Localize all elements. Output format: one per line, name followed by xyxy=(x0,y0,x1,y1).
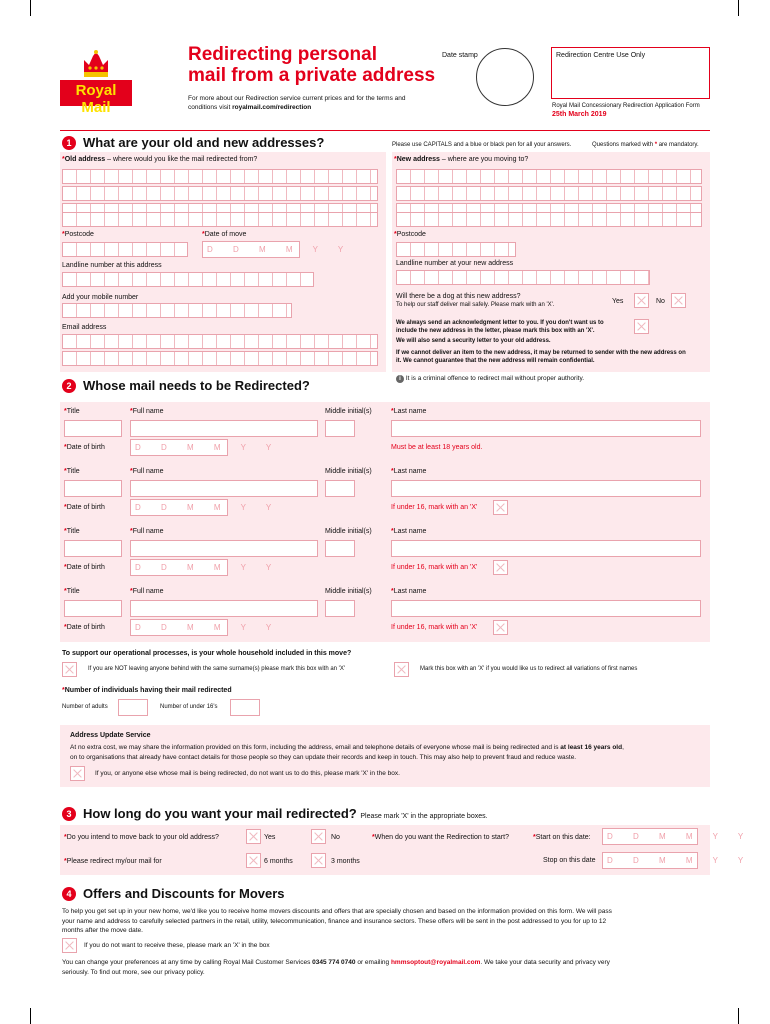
person-fullname-input[interactable] xyxy=(130,540,318,557)
person-lastname-text: Last name xyxy=(393,528,427,535)
form-title-line2: mail from a private address xyxy=(188,65,436,86)
move-back-text: Do you intend to move back to your old address? xyxy=(66,834,219,841)
aus-optout-label: If you, or anyone else whose mail is being redirected, do not want us to do this, please mark 'X' in the box. xyxy=(95,770,400,777)
person-lastname-input[interactable] xyxy=(391,480,701,497)
new-address-label: *New address – where are you moving to? xyxy=(394,156,529,163)
mandatory-text: Questions marked with xyxy=(592,142,654,148)
form-name: Royal Mail Concessionary Redirection Application Form xyxy=(552,103,700,109)
old-address-hint: – where would you like the mail redirected from? xyxy=(105,156,258,163)
new-address-line1[interactable] xyxy=(396,169,702,184)
section3-title xyxy=(83,806,488,821)
person-lastname-input[interactable] xyxy=(391,540,701,557)
person-under16-checkbox[interactable] xyxy=(493,500,508,515)
person-lastname-label: *Last name xyxy=(391,468,427,475)
not-leaving-checkbox[interactable] xyxy=(62,662,77,677)
offers-optout-checkbox[interactable] xyxy=(62,938,77,953)
subtitle-line1: For more about our Redirection service current prices and for the terms and xyxy=(188,95,406,102)
person-dob-input[interactable]: D D M M Y Y xyxy=(130,559,228,576)
not-leaving-label: If you are NOT leaving anyone behind with the same surname(s) please mark this box with an 'X' xyxy=(88,666,345,672)
old-postcode-input[interactable] xyxy=(62,242,188,257)
three-months-checkbox[interactable] xyxy=(311,853,326,868)
start-on-text: Start on this date: xyxy=(535,834,591,841)
person-fullname-text: Full name xyxy=(132,588,164,595)
person-fullname-label: *Full name xyxy=(130,468,164,475)
when-start-text: When do you want the Redirection to start? xyxy=(374,834,509,841)
pref-a: You can change your preferences at any time by calling Royal Mail Customer Services xyxy=(62,959,313,966)
old-address-label: *Old address – where would you like the mail redirected from? xyxy=(62,156,258,163)
when-start-label: *When do you want the Redirection to start? xyxy=(372,834,509,841)
person-fullname-input[interactable] xyxy=(130,600,318,617)
offers-text xyxy=(62,907,708,936)
old-address-title: Old address xyxy=(64,156,106,163)
brand-name: Royal Mail xyxy=(75,82,117,116)
new-address-line2[interactable] xyxy=(396,186,702,201)
centre-use-box xyxy=(551,47,710,99)
aus-checkbox[interactable] xyxy=(70,766,85,781)
person-middle-input[interactable] xyxy=(325,420,355,437)
security-note: We will also send a security letter to your old address. xyxy=(396,338,551,344)
email-input-line1[interactable] xyxy=(62,334,378,349)
person-fullname-label: *Full name xyxy=(130,528,164,535)
old-postcode-text: Postcode xyxy=(64,231,94,238)
redirect-for-text: Please redirect my/our mail for xyxy=(66,858,162,865)
person-lastname-text: Last name xyxy=(393,468,427,475)
mandatory-note: Questions marked with * are mandatory. xyxy=(592,142,699,148)
under16s-input[interactable] xyxy=(230,699,260,716)
ack-note xyxy=(396,319,636,335)
pref-b: or emailing xyxy=(355,959,391,966)
cannot-deliver-note xyxy=(396,349,704,365)
person-title-input[interactable] xyxy=(64,480,122,497)
person-title-input[interactable] xyxy=(64,420,122,437)
pref-c: . We take your data security and privacy very xyxy=(480,959,610,966)
offence-note xyxy=(396,375,584,383)
section3-number: 3 xyxy=(62,807,76,821)
num-individuals-text: Number of individuals having their mail redirected xyxy=(64,687,232,694)
stop-date-input[interactable]: D D M M Y Y xyxy=(602,852,698,869)
person-age-note: Must be at least 18 years old. xyxy=(391,444,483,451)
date-of-move-text: Date of move xyxy=(204,231,247,238)
person-middle-label: Middle initial(s) xyxy=(325,468,372,475)
crop-mark xyxy=(30,0,31,16)
date-stamp-label: Date stamp xyxy=(442,52,478,59)
offers-line1: To help you get set up in your new home, we'd like you to receive home movers discounts and offers that are specially chosen and based on the information provided on this form. We will pass xyxy=(62,908,612,915)
aus-line1 xyxy=(70,743,706,753)
person-middle-label: Middle initial(s) xyxy=(325,528,372,535)
section4-title: Offers and Discounts for Movers xyxy=(83,886,285,901)
person-title-text: Title xyxy=(66,468,80,475)
person-lastname-text: Last name xyxy=(393,588,427,595)
person-under16-checkbox[interactable] xyxy=(493,620,508,635)
ack-line1: We always send an acknowledgment letter to you. If you don't want us to xyxy=(396,320,604,326)
preferences-line1 xyxy=(62,958,708,968)
new-address-line4[interactable] xyxy=(396,212,702,227)
move-back-yes-label: Yes xyxy=(264,834,276,841)
new-postcode-label: *Postcode xyxy=(394,231,426,238)
person-title-label: *Title xyxy=(64,588,80,595)
cannot-line2: it. We cannot guarantee that the new address will remain confidential. xyxy=(396,358,595,364)
aus-line1b: at least 16 years old xyxy=(560,744,623,751)
preferences-line2: seriously. To find out more, see our privacy policy. xyxy=(62,968,205,976)
preferences-text xyxy=(62,958,708,977)
date-of-move-label: *Date of move xyxy=(202,231,247,238)
crop-mark xyxy=(738,1008,739,1024)
person-dob-input[interactable]: D D M M Y Y xyxy=(130,439,228,456)
form-subtitle xyxy=(188,94,488,112)
person-age-note: If under 16, mark with an 'X' xyxy=(391,504,478,511)
num-individuals-label: *Number of individuals having their mail redirected xyxy=(62,687,232,694)
person-dob-input[interactable]: D D M M Y Y xyxy=(130,499,228,516)
landline-new-label: Landline number at your new address xyxy=(396,260,514,267)
offers-line3: months after the move date. xyxy=(62,927,143,934)
person-lastname-input[interactable] xyxy=(391,600,701,617)
section2-number: 2 xyxy=(62,379,76,393)
under16s-label: Number of under 16's xyxy=(160,704,218,710)
person-age-note: If under 16, mark with an 'X' xyxy=(391,624,478,631)
crop-mark xyxy=(738,0,739,16)
person-middle-input[interactable] xyxy=(325,540,355,557)
person-lastname-label: *Last name xyxy=(391,588,427,595)
offers-line2: your name and address to carefully selected partners in the retail, utility, telecommunication, finance and insurance sectors. These offers will be sent in the post addressed to you for up to 12 xyxy=(62,917,607,925)
person-lastname-input[interactable] xyxy=(391,420,701,437)
move-back-no-checkbox[interactable] xyxy=(311,829,326,844)
person-title-input[interactable] xyxy=(64,600,122,617)
variations-checkbox[interactable] xyxy=(394,662,409,677)
email-label: Email address xyxy=(62,324,107,331)
person-dob-label: *Date of birth xyxy=(64,444,105,451)
section1-title: What are your old and new addresses? xyxy=(83,135,325,150)
offers-optout-label: If you do not want to receive these, please mark an 'X' in the box xyxy=(84,942,270,949)
new-postcode-text: Postcode xyxy=(396,231,426,238)
mobile-label: Add your mobile number xyxy=(62,294,139,301)
ack-checkbox[interactable] xyxy=(634,319,649,334)
person-dob-label: *Date of birth xyxy=(64,564,105,571)
dog-hint: To help our staff deliver mail safely. Please mark with an 'X'. xyxy=(396,302,555,308)
person-title-text: Title xyxy=(66,528,80,535)
mobile-input[interactable] xyxy=(62,303,292,318)
person-dob-text: Date of birth xyxy=(66,564,105,571)
person-lastname-label: *Last name xyxy=(391,408,427,415)
mandatory-text2: are mandatory. xyxy=(658,142,699,148)
landline-old-input[interactable] xyxy=(62,272,314,287)
info-icon: i xyxy=(396,375,404,383)
cannot-line1: If we cannot deliver an item to the new address, it may be returned to sender with the new address on xyxy=(396,350,686,356)
section3-title-text: How long do you want your mail redirected? xyxy=(83,806,357,821)
aus-line2: on to organisations that already have contact details for those people so they can update their records and keep in touch. This may also help to prevent fraud and reduce waste. xyxy=(70,754,577,761)
customer-services-phone[interactable]: 0345 774 0740 xyxy=(312,959,356,966)
crop-mark xyxy=(30,1008,31,1024)
form-date: 25th March 2019 xyxy=(552,111,607,118)
date-of-move-input[interactable]: D D M M Y Y xyxy=(202,241,300,258)
person-lastname-text: Last name xyxy=(393,408,427,415)
ack-line2: include the new address in the letter, please mark this box with an 'X'. xyxy=(396,328,595,334)
offence-text: It is a criminal offence to redirect mail without proper authority. xyxy=(405,375,585,382)
person-fullname-input[interactable] xyxy=(130,420,318,437)
person-fullname-label: *Full name xyxy=(130,408,164,415)
old-address-line2[interactable] xyxy=(62,186,378,201)
form-title xyxy=(188,44,435,86)
caps-note: Please use CAPITALS and a blue or black pen for all your answers. xyxy=(392,142,572,148)
person-fullname-text: Full name xyxy=(132,468,164,475)
six-months-label: 6 months xyxy=(264,858,293,865)
dog-no-label: No xyxy=(656,298,665,305)
person-dob-text: Date of birth xyxy=(66,504,105,511)
subtitle-prefix: conditions visit xyxy=(188,104,233,111)
person-dob-label: *Date of birth xyxy=(64,504,105,511)
dog-question: Will there be a dog at this new address? xyxy=(396,293,521,300)
new-postcode-input[interactable] xyxy=(396,242,516,257)
person-age-note: If under 16, mark with an 'X' xyxy=(391,564,478,571)
form-title-line1: Redirecting personal xyxy=(188,44,377,65)
person-fullname-label: *Full name xyxy=(130,588,164,595)
person-lastname-label: *Last name xyxy=(391,528,427,535)
new-address-hint: – where are you moving to? xyxy=(439,156,529,163)
person-title-text: Title xyxy=(66,588,80,595)
person-fullname-text: Full name xyxy=(132,528,164,535)
aus-line1c: , xyxy=(622,744,624,751)
person-dob-input[interactable]: D D M M Y Y xyxy=(130,619,228,636)
variations-label: Mark this box with an 'X' if you would like us to redirect all variations of first names xyxy=(420,666,638,672)
landline-old-label: Landline number at this address xyxy=(62,262,162,269)
dog-yes-checkbox[interactable] xyxy=(634,293,649,308)
household-question: To support our operational processes, is your whole household included in this move? xyxy=(62,650,352,657)
person-middle-label: Middle initial(s) xyxy=(325,408,372,415)
aus-text xyxy=(70,743,706,763)
move-back-yes-checkbox[interactable] xyxy=(246,829,261,844)
optout-email-link[interactable]: hmmsoptout@royalmail.com xyxy=(390,959,481,966)
section3-hint: Please mark 'X' in the appropriate boxes. xyxy=(360,813,488,820)
aus-title: Address Update Service xyxy=(70,732,151,739)
old-postcode-label: *Postcode xyxy=(62,231,94,238)
centre-use-label: Redirection Centre Use Only xyxy=(556,52,646,59)
person-fullname-text: Full name xyxy=(132,408,164,415)
old-address-line4[interactable] xyxy=(62,212,378,227)
new-address-title: New address xyxy=(396,156,440,163)
three-months-label: 3 months xyxy=(331,858,360,865)
adults-input[interactable] xyxy=(118,699,148,716)
section4-number: 4 xyxy=(62,887,76,901)
date-stamp-circle xyxy=(476,48,534,106)
start-date-input[interactable]: D D M M Y Y xyxy=(602,828,698,845)
dog-yes-label: Yes xyxy=(612,298,624,305)
person-dob-text: Date of birth xyxy=(66,624,105,631)
person-title-label: *Title xyxy=(64,468,80,475)
email-input-line2[interactable] xyxy=(62,351,378,366)
person-under16-checkbox[interactable] xyxy=(493,560,508,575)
aus-line1a: At no extra cost, we may share the information provided on this form, including the address, email and telephone details of everyone whose mail is being redirected and is xyxy=(70,744,561,751)
start-on-label: *Start on this date: xyxy=(533,834,591,841)
subtitle-line2 xyxy=(188,103,488,112)
redirect-for-label: *Please redirect my/our mail for xyxy=(64,858,162,865)
stop-on-label: Stop on this date xyxy=(543,857,596,864)
person-title-label: *Title xyxy=(64,408,80,415)
person-title-input[interactable] xyxy=(64,540,122,557)
person-title-label: *Title xyxy=(64,528,80,535)
old-address-line1[interactable] xyxy=(62,169,378,184)
dog-no-checkbox[interactable] xyxy=(671,293,686,308)
person-title-text: Title xyxy=(66,408,80,415)
section1-rule xyxy=(60,130,710,131)
person-middle-input[interactable] xyxy=(325,480,355,497)
section1-number: 1 xyxy=(62,136,76,150)
landline-new-input[interactable] xyxy=(396,270,650,285)
person-dob-label: *Date of birth xyxy=(64,624,105,631)
redirection-link[interactable]: royalmail.com/redirection xyxy=(232,104,312,111)
six-months-checkbox[interactable] xyxy=(246,853,261,868)
person-middle-input[interactable] xyxy=(325,600,355,617)
royal-mail-logo xyxy=(60,48,132,116)
person-dob-text: Date of birth xyxy=(66,444,105,451)
move-back-label: *Do you intend to move back to your old address? xyxy=(64,834,219,841)
person-middle-label: Middle initial(s) xyxy=(325,588,372,595)
adults-label: Number of adults xyxy=(62,704,108,710)
move-back-no-label: No xyxy=(331,834,340,841)
person-fullname-input[interactable] xyxy=(130,480,318,497)
section2-title: Whose mail needs to be Redirected? xyxy=(83,378,310,393)
